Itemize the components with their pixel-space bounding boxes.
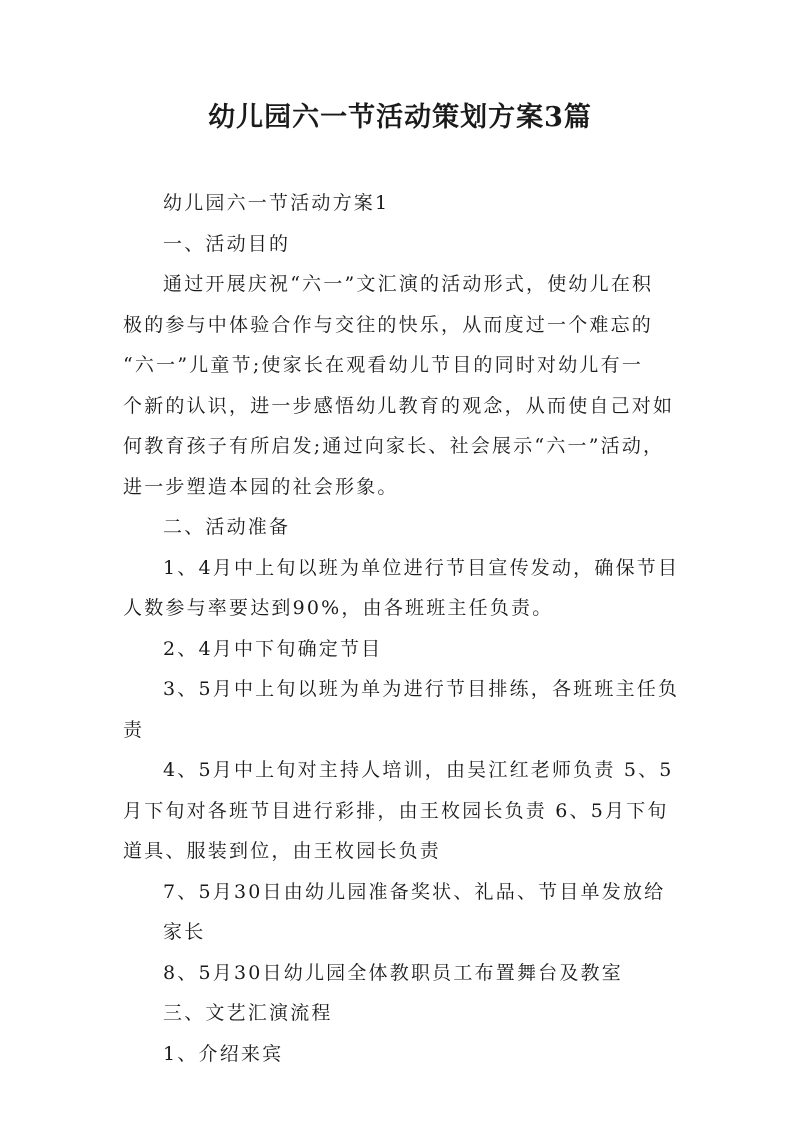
paragraph-line: “六一”儿童节;使家长在观看幼儿节目的同时对幼儿有一 bbox=[123, 354, 644, 376]
list-item-line: 1、介绍来宾 bbox=[163, 1042, 284, 1065]
section-heading-performance-flow: 三、文艺汇演流程 bbox=[163, 1002, 333, 1024]
section-heading-purpose: 一、活动目的 bbox=[163, 232, 291, 255]
section-heading-preparation: 二、活动准备 bbox=[163, 516, 291, 538]
list-item-line: 责 bbox=[123, 718, 145, 741]
section-heading-plan-1: 幼儿园六一节活动方案1 bbox=[163, 192, 390, 214]
document-title: 幼儿园六一节活动策划方案3篇 bbox=[208, 102, 592, 133]
paragraph-line: 通过开展庆祝“六一”文汇演的活动形式，使幼儿在积 bbox=[163, 273, 654, 295]
list-item-line: 2、4月中下旬确定节目 bbox=[163, 637, 383, 660]
list-item-line: 家长 bbox=[163, 921, 206, 943]
paragraph-line: 进一步塑造本园的社会形象。 bbox=[123, 475, 399, 498]
document-body bbox=[123, 183, 683, 1074]
list-item-line: 4、5月中上旬对主持人培训，由吴江红老师负责 5、5 bbox=[163, 759, 674, 781]
list-item-line: 7、5月30日由幼儿园准备奖状、礼品、节目单发放给 bbox=[163, 880, 666, 903]
paragraph-line: 极的参与中体验合作与交往的快乐，从而度过一个难忘的 bbox=[123, 313, 654, 336]
list-item-line: 1、4月中上旬以班为单位进行节目宣传发动，确保节目 bbox=[163, 556, 680, 579]
paragraph-line: 何教育孩子有所启发;通过向家长、社会展示“六一”活动， bbox=[123, 435, 665, 457]
list-item-line: 3、5月中上旬以班为单为进行节目排练，各班班主任负 bbox=[163, 678, 680, 700]
list-item-line: 人数参与率要达到90%，由各班班主任负责。 bbox=[123, 597, 554, 619]
list-item-line: 道具、服装到位，由王枚园长负责 bbox=[123, 840, 442, 862]
paragraph-line: 个新的认识，进一步感悟幼儿教育的观念，从而使自己对如 bbox=[123, 394, 675, 417]
list-item-line: 月下旬对各班节目进行彩排，由王枚园长负责 6、5月下旬 bbox=[123, 799, 669, 822]
list-item-line: 8、5月30日幼儿园全体教职员工布置舞台及教室 bbox=[163, 961, 623, 984]
